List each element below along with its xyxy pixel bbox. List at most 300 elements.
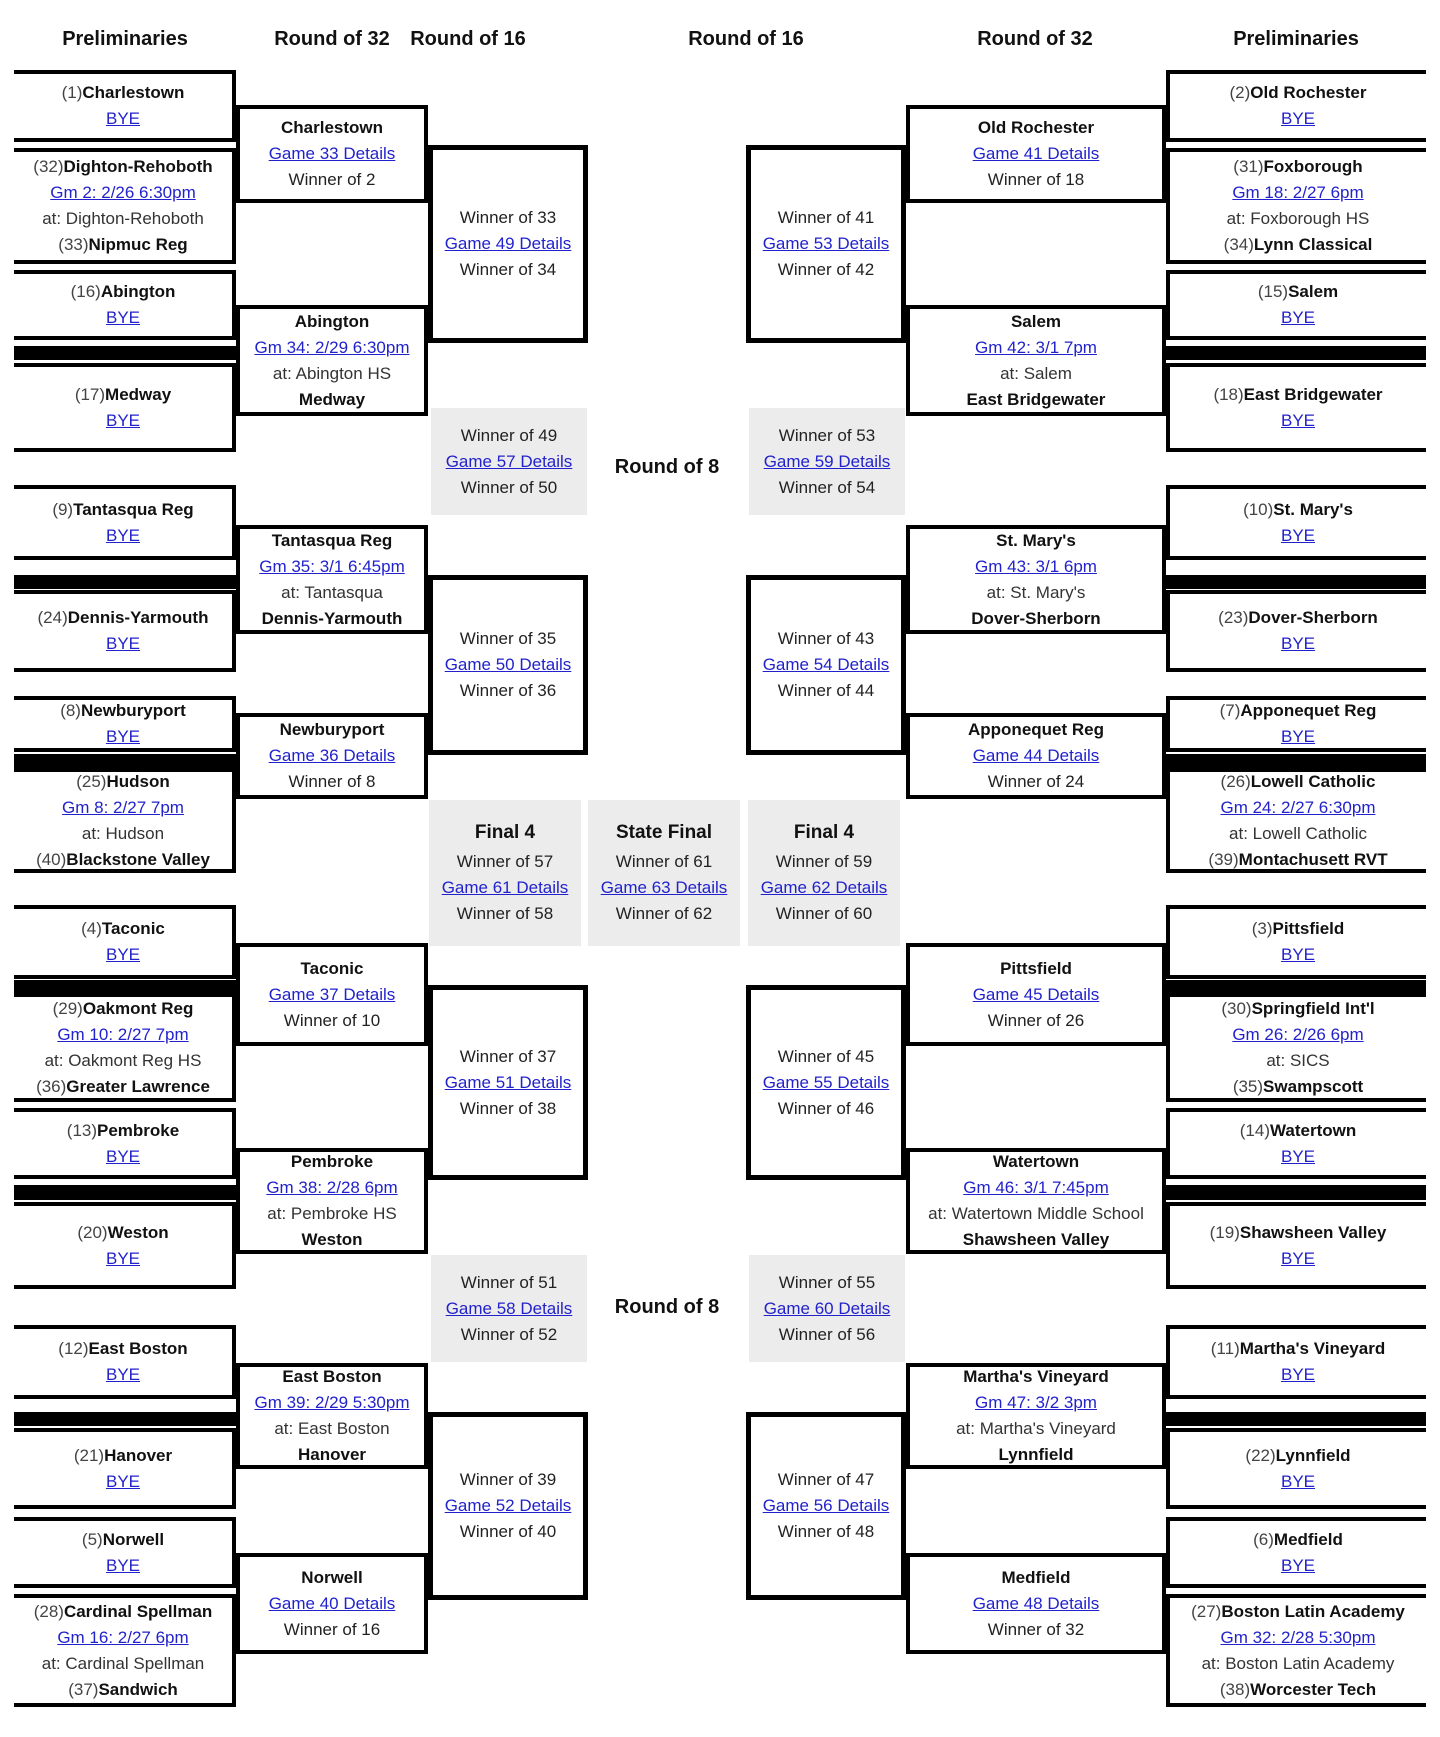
team-name: Taconic bbox=[300, 958, 364, 978]
winner-slot: Winner of 50 bbox=[460, 477, 558, 497]
team-name: Springfield Int'l bbox=[1251, 998, 1375, 1018]
entry-line bbox=[1233, 154, 1362, 180]
round16-game bbox=[746, 1412, 906, 1600]
seed: (6) bbox=[1253, 1529, 1274, 1549]
venue-text: at: St. Mary's bbox=[986, 582, 1086, 602]
game-details-link[interactable]: Game 50 Details bbox=[444, 655, 572, 674]
round32-game bbox=[236, 1363, 428, 1469]
entry-line bbox=[38, 605, 209, 631]
prelim-matchup bbox=[14, 1325, 236, 1399]
venue-text: at: Pembroke HS bbox=[267, 1204, 397, 1223]
team-name: Blackstone Valley bbox=[66, 849, 210, 869]
entry-line bbox=[52, 497, 193, 523]
venue-text: at: Oakmont Reg HS bbox=[44, 1050, 202, 1070]
bye-link[interactable]: BYE bbox=[105, 525, 141, 545]
entry-line bbox=[1220, 698, 1377, 724]
round8-game bbox=[431, 1255, 587, 1362]
team-name: Nipmuc Reg bbox=[88, 235, 188, 254]
game-details-link[interactable]: Game 58 Details bbox=[445, 1298, 573, 1318]
prelim-matchup bbox=[1166, 1325, 1426, 1399]
winner-slot: Winner of 44 bbox=[777, 681, 875, 700]
prelim-matchup bbox=[1166, 768, 1426, 873]
entry-line bbox=[1230, 80, 1367, 106]
game-details-link[interactable]: Game 60 Details bbox=[763, 1298, 891, 1318]
game-link[interactable]: Gm 46: 3/1 7:45pm bbox=[963, 1178, 1109, 1197]
seed: (33) bbox=[58, 235, 89, 254]
entry-line bbox=[74, 1443, 172, 1469]
team-name: Shawsheen Valley bbox=[962, 1230, 1110, 1249]
winner-slot: Winner of 8 bbox=[288, 772, 376, 791]
team-name: Medway bbox=[298, 389, 366, 409]
prelim-matchup bbox=[1166, 993, 1426, 1102]
team-name: Charlestown bbox=[82, 83, 185, 102]
entry-line bbox=[60, 698, 186, 724]
venue-text: at: Salem bbox=[1000, 363, 1072, 383]
winner-slot: Winner of 37 bbox=[459, 1046, 557, 1066]
team-name: Medway bbox=[105, 384, 172, 404]
bye-link[interactable]: BYE bbox=[1280, 1146, 1316, 1166]
game-link[interactable]: Gm 35: 3/1 6:45pm bbox=[259, 556, 405, 576]
final4-game-left bbox=[429, 800, 581, 946]
entry-line bbox=[1240, 1118, 1357, 1144]
seed: (16) bbox=[70, 282, 101, 301]
entry-line bbox=[1191, 1599, 1405, 1625]
bye-link[interactable]: BYE bbox=[1280, 1471, 1316, 1491]
separator-bar bbox=[1162, 575, 1426, 589]
team-name: Hudson bbox=[106, 771, 170, 791]
team-name: Lynn Classical bbox=[1253, 235, 1373, 254]
entry-line bbox=[34, 1599, 213, 1625]
team-name: Lowell Catholic bbox=[1250, 771, 1376, 791]
prelim-matchup bbox=[1166, 1202, 1426, 1289]
entry-line bbox=[67, 1118, 179, 1144]
team-name: Shawsheen Valley bbox=[1239, 1222, 1387, 1242]
game-link[interactable]: Gm 34: 2/29 6:30pm bbox=[254, 337, 410, 357]
bye-link[interactable]: BYE bbox=[1280, 634, 1316, 653]
round8-game bbox=[431, 408, 587, 515]
prelim-matchup bbox=[1166, 70, 1426, 142]
column-header-preliminaries-left: Preliminaries bbox=[62, 28, 188, 50]
team-name: Salem bbox=[1010, 311, 1062, 331]
bye-link[interactable]: BYE bbox=[105, 308, 141, 327]
seed: (18) bbox=[1213, 384, 1244, 404]
team-name: East Boston bbox=[282, 1367, 382, 1386]
winner-slot: Winner of 16 bbox=[283, 1619, 381, 1639]
prelim-matchup bbox=[1166, 363, 1426, 452]
seed: (37) bbox=[68, 1679, 99, 1699]
bye-link[interactable]: BYE bbox=[105, 1146, 141, 1166]
column-header-preliminaries-right: Preliminaries bbox=[1233, 28, 1359, 50]
entry-line bbox=[1243, 497, 1353, 523]
venue-text: at: Cardinal Spellman bbox=[41, 1653, 205, 1673]
separator-bar bbox=[14, 980, 240, 993]
prelim-matchup bbox=[14, 70, 236, 142]
venue-text: at: Martha's Vineyard bbox=[956, 1419, 1116, 1438]
seed: (39) bbox=[1208, 849, 1239, 869]
venue-text: at: Hudson bbox=[81, 823, 165, 843]
seed: (27) bbox=[1191, 1601, 1222, 1621]
seed: (11) bbox=[1210, 1339, 1240, 1358]
game-link[interactable]: Gm 24: 2/27 6:30pm bbox=[1220, 797, 1376, 817]
game-details-link[interactable]: Game 63 Details bbox=[600, 877, 728, 897]
game-link[interactable]: Gm 26: 2/26 6pm bbox=[1232, 1024, 1364, 1044]
team-name: East Boston bbox=[88, 1339, 188, 1358]
game-details-link[interactable]: Game 57 Details bbox=[445, 451, 573, 471]
team-name: East Bridgewater bbox=[966, 389, 1106, 409]
entry-line bbox=[1233, 1074, 1363, 1100]
seed: (5) bbox=[81, 1529, 103, 1549]
team-name: Norwell bbox=[301, 1567, 363, 1587]
game-details-link[interactable]: Game 51 Details bbox=[444, 1072, 572, 1092]
entry-line bbox=[1211, 1336, 1385, 1362]
seed: (31) bbox=[1233, 157, 1264, 176]
round16-game bbox=[428, 575, 588, 755]
seed: (19) bbox=[1209, 1222, 1240, 1242]
seed: (8) bbox=[60, 701, 81, 720]
separator-bar bbox=[1162, 346, 1426, 360]
prelim-matchup bbox=[14, 590, 236, 672]
winner-slot: Winner of 36 bbox=[459, 681, 557, 700]
winner-slot: Winner of 39 bbox=[459, 1470, 557, 1489]
seed: (29) bbox=[52, 998, 83, 1018]
winner-slot: Winner of 24 bbox=[987, 772, 1085, 791]
round-title: State Final bbox=[615, 821, 713, 843]
entry-line bbox=[75, 382, 171, 408]
team-name: St. Mary's bbox=[1273, 499, 1353, 519]
bye-link[interactable]: BYE bbox=[105, 945, 141, 964]
winner-slot: Winner of 62 bbox=[615, 903, 713, 923]
round32-game bbox=[906, 305, 1166, 416]
game-link[interactable]: Gm 47: 3/2 3pm bbox=[975, 1393, 1097, 1412]
venue-text: at: Lowell Catholic bbox=[1229, 823, 1367, 843]
winner-slot: Winner of 18 bbox=[987, 170, 1085, 189]
prelim-matchup bbox=[1166, 696, 1426, 752]
bye-link[interactable]: BYE bbox=[1280, 727, 1316, 746]
game-link[interactable]: Gm 10: 2/27 7pm bbox=[57, 1024, 189, 1044]
prelim-matchup bbox=[14, 905, 236, 979]
game-details-link[interactable]: Game 45 Details bbox=[972, 984, 1100, 1004]
game-link[interactable]: Gm 2: 2/26 6:30pm bbox=[50, 183, 196, 202]
team-name: Tantasqua Reg bbox=[271, 530, 393, 550]
winner-slot: Winner of 38 bbox=[459, 1098, 557, 1118]
bye-link[interactable]: BYE bbox=[1280, 109, 1316, 128]
round16-game bbox=[428, 145, 588, 343]
team-name: Martha's Vineyard bbox=[963, 1367, 1109, 1386]
venue-text: at: Tantasqua bbox=[281, 582, 383, 602]
prelim-matchup bbox=[14, 1517, 236, 1588]
bye-link[interactable]: BYE bbox=[1280, 945, 1316, 964]
winner-slot: Winner of 58 bbox=[456, 903, 554, 923]
bye-link[interactable]: BYE bbox=[105, 1555, 141, 1575]
entry-line bbox=[62, 80, 185, 106]
round8-game bbox=[749, 408, 905, 515]
game-details-link[interactable]: Game 33 Details bbox=[268, 144, 396, 163]
winner-slot: Winner of 49 bbox=[460, 425, 558, 445]
bye-link[interactable]: BYE bbox=[105, 109, 141, 128]
game-link[interactable]: Gm 43: 3/1 6pm bbox=[975, 556, 1097, 576]
entry-line bbox=[58, 1336, 187, 1362]
bye-link[interactable]: BYE bbox=[105, 410, 141, 430]
winner-slot: Winner of 41 bbox=[777, 208, 875, 227]
winner-slot: Winner of 43 bbox=[777, 629, 875, 648]
round32-game bbox=[906, 1148, 1166, 1254]
team-name: Old Rochester bbox=[977, 118, 1095, 137]
game-link[interactable]: Gm 32: 2/28 5:30pm bbox=[1220, 1627, 1376, 1647]
game-details-link[interactable]: Game 40 Details bbox=[268, 1593, 396, 1613]
venue-text: at: Boston Latin Academy bbox=[1201, 1653, 1395, 1673]
separator-bar bbox=[14, 575, 240, 589]
entry-line bbox=[71, 279, 176, 305]
team-name: Swampscott bbox=[1263, 1076, 1364, 1096]
winner-slot: Winner of 57 bbox=[456, 851, 554, 871]
team-name: Watertown bbox=[992, 1152, 1080, 1171]
prelim-matchup bbox=[14, 1428, 236, 1509]
entry-line bbox=[1221, 996, 1374, 1022]
winner-slot: Winner of 51 bbox=[460, 1272, 558, 1292]
team-name: Pembroke bbox=[97, 1120, 180, 1140]
game-details-link[interactable]: Game 59 Details bbox=[763, 451, 891, 471]
team-name: Taconic bbox=[101, 919, 165, 938]
team-name: Newburyport bbox=[80, 701, 186, 720]
column-header-round16-right: Round of 16 bbox=[688, 28, 804, 50]
venue-text: at: Dighton-Rehoboth bbox=[42, 209, 204, 228]
seed: (32) bbox=[33, 157, 64, 176]
entry-line bbox=[1210, 1220, 1387, 1246]
bye-link[interactable]: BYE bbox=[1280, 410, 1316, 430]
winner-slot: Winner of 35 bbox=[459, 629, 557, 648]
winner-slot: Winner of 47 bbox=[777, 1470, 875, 1489]
game-details-link[interactable]: Game 49 Details bbox=[444, 234, 572, 253]
round32-game bbox=[236, 525, 428, 634]
prelim-matchup bbox=[1166, 1594, 1426, 1707]
prelim-matchup bbox=[1166, 905, 1426, 979]
game-link[interactable]: Gm 38: 2/28 6pm bbox=[266, 1178, 398, 1197]
team-name: Lynnfield bbox=[998, 1445, 1074, 1464]
team-name: Charlestown bbox=[280, 118, 384, 137]
bye-link[interactable]: BYE bbox=[105, 634, 141, 653]
team-name: Dighton-Rehoboth bbox=[63, 157, 213, 176]
bye-link[interactable]: BYE bbox=[105, 1471, 141, 1491]
seed: (28) bbox=[33, 1601, 64, 1621]
winner-slot: Winner of 33 bbox=[459, 208, 557, 227]
team-name: East Bridgewater bbox=[1243, 384, 1383, 404]
round16-game bbox=[428, 985, 588, 1180]
team-name: Dennis-Yarmouth bbox=[261, 608, 403, 628]
winner-slot: Winner of 60 bbox=[775, 903, 873, 923]
seed: (10) bbox=[1243, 499, 1274, 519]
seed: (22) bbox=[1245, 1445, 1276, 1465]
seed: (13) bbox=[66, 1120, 98, 1140]
seed: (36) bbox=[36, 1076, 67, 1096]
separator-bar bbox=[14, 1185, 240, 1200]
prelim-matchup bbox=[1166, 1108, 1426, 1179]
venue-text: at: Abington HS bbox=[272, 363, 392, 383]
final4-game-right bbox=[748, 800, 900, 946]
team-name: Oakmont Reg bbox=[82, 998, 194, 1018]
game-details-link[interactable]: Game 61 Details bbox=[441, 877, 569, 897]
winner-slot: Winner of 59 bbox=[775, 851, 873, 871]
venue-text: at: East Boston bbox=[274, 1419, 390, 1438]
winner-slot: Winner of 32 bbox=[987, 1619, 1085, 1639]
bye-link[interactable]: BYE bbox=[105, 1248, 141, 1268]
team-name: Salem bbox=[1288, 282, 1339, 301]
game-link[interactable]: Gm 8: 2/27 7pm bbox=[62, 797, 184, 817]
winner-slot: Winner of 48 bbox=[777, 1522, 875, 1541]
round32-game bbox=[236, 1553, 428, 1654]
entry-line bbox=[1224, 232, 1373, 258]
winner-slot: Winner of 61 bbox=[615, 851, 713, 871]
game-details-link[interactable]: Game 36 Details bbox=[268, 746, 396, 765]
entry-line bbox=[33, 154, 212, 180]
round32-game bbox=[906, 1553, 1166, 1654]
team-name: Pittsfield bbox=[1272, 919, 1345, 938]
bye-link[interactable]: BYE bbox=[1280, 1248, 1316, 1268]
team-name: Abington bbox=[100, 282, 176, 301]
prelim-matchup bbox=[1166, 590, 1426, 672]
winner-slot: Winner of 10 bbox=[283, 1010, 381, 1030]
seed: (21) bbox=[73, 1445, 105, 1465]
venue-text: at: Watertown Middle School bbox=[928, 1204, 1144, 1223]
game-details-link[interactable]: Game 62 Details bbox=[760, 877, 888, 897]
team-name: Abington bbox=[294, 311, 370, 331]
entry-line bbox=[81, 916, 165, 942]
separator-bar bbox=[1162, 754, 1426, 768]
bye-link[interactable]: BYE bbox=[105, 1365, 141, 1384]
team-name: Foxborough bbox=[1263, 157, 1363, 176]
separator-bar bbox=[14, 1412, 240, 1426]
game-details-link[interactable]: Game 37 Details bbox=[268, 984, 396, 1004]
entry-line bbox=[1218, 605, 1378, 631]
round16-game bbox=[428, 1412, 588, 1600]
entry-line bbox=[1208, 847, 1387, 873]
separator-bar bbox=[1162, 980, 1426, 993]
entry-line bbox=[1253, 1527, 1343, 1553]
team-name: Dover-Sherborn bbox=[971, 608, 1101, 628]
entry-line bbox=[36, 1074, 210, 1100]
team-name: Watertown bbox=[1269, 1120, 1357, 1140]
bye-link[interactable]: BYE bbox=[1280, 525, 1316, 545]
round8-game bbox=[749, 1255, 905, 1362]
team-name: Old Rochester bbox=[1250, 83, 1367, 102]
round32-game bbox=[906, 525, 1166, 634]
prelim-matchup bbox=[1166, 1517, 1426, 1588]
team-name: Medfield bbox=[1001, 1567, 1071, 1587]
team-name: Newburyport bbox=[279, 720, 385, 739]
round16-game bbox=[746, 985, 906, 1180]
entry-line bbox=[58, 232, 187, 258]
game-details-link[interactable]: Game 52 Details bbox=[444, 1496, 572, 1515]
entry-line bbox=[82, 1527, 164, 1553]
seed: (4) bbox=[81, 919, 102, 938]
prelim-matchup bbox=[1166, 148, 1426, 264]
team-name: Greater Lawrence bbox=[66, 1076, 210, 1096]
seed: (7) bbox=[1219, 701, 1241, 720]
team-name: Weston bbox=[301, 1230, 363, 1249]
entry-line bbox=[1220, 1677, 1376, 1703]
winner-slot: Winner of 26 bbox=[987, 1010, 1085, 1030]
team-name: Cardinal Spellman bbox=[63, 1601, 213, 1621]
winner-slot: Winner of 52 bbox=[460, 1324, 558, 1344]
entry-line bbox=[68, 1677, 178, 1703]
entry-line bbox=[36, 847, 210, 873]
separator-bar bbox=[14, 346, 240, 360]
column-header-round32-left: Round of 32 bbox=[274, 28, 390, 50]
team-name: Boston Latin Academy bbox=[1221, 1601, 1405, 1621]
round32-game bbox=[906, 1363, 1166, 1469]
game-link[interactable]: Gm 16: 2/27 6pm bbox=[57, 1627, 189, 1647]
team-name: Martha's Vineyard bbox=[1239, 1339, 1386, 1358]
round32-game bbox=[236, 713, 428, 799]
game-details-link[interactable]: Game 54 Details bbox=[762, 655, 890, 674]
team-name: St. Mary's bbox=[996, 530, 1076, 550]
entry-line bbox=[1252, 916, 1345, 942]
round-title: Final 4 bbox=[474, 821, 536, 843]
prelim-matchup bbox=[1166, 1428, 1426, 1509]
seed: (17) bbox=[74, 384, 106, 404]
seed: (34) bbox=[1223, 235, 1254, 254]
game-link[interactable]: Gm 42: 3/1 7pm bbox=[975, 337, 1097, 357]
game-details-link[interactable]: Game 44 Details bbox=[972, 746, 1100, 765]
team-name: Norwell bbox=[102, 1529, 165, 1549]
seed: (20) bbox=[77, 1222, 108, 1242]
column-header-round32-right: Round of 32 bbox=[977, 28, 1093, 50]
game-details-link[interactable]: Game 53 Details bbox=[762, 234, 890, 253]
separator-bar bbox=[1162, 1185, 1426, 1200]
seed: (9) bbox=[52, 499, 74, 519]
round16-game bbox=[746, 575, 906, 755]
team-name: Pittsfield bbox=[1000, 958, 1072, 978]
game-details-link[interactable]: Game 48 Details bbox=[972, 1593, 1100, 1613]
game-details-link[interactable]: Game 41 Details bbox=[972, 144, 1100, 163]
game-link[interactable]: Gm 18: 2/27 6pm bbox=[1232, 183, 1364, 202]
team-name: Hanover bbox=[297, 1445, 367, 1464]
seed: (2) bbox=[1229, 83, 1251, 102]
prelim-matchup bbox=[14, 363, 236, 452]
winner-slot: Winner of 53 bbox=[778, 425, 876, 445]
bye-link[interactable]: BYE bbox=[1280, 308, 1316, 327]
entry-line bbox=[76, 769, 170, 795]
seed: (23) bbox=[1218, 608, 1249, 627]
winner-slot: Winner of 2 bbox=[288, 170, 376, 189]
team-name: Medfield bbox=[1273, 1529, 1343, 1549]
bye-link[interactable]: BYE bbox=[105, 727, 141, 746]
separator-bar bbox=[14, 754, 240, 768]
game-details-link[interactable]: Game 55 Details bbox=[762, 1072, 890, 1092]
bye-link[interactable]: BYE bbox=[1280, 1365, 1316, 1384]
bye-link[interactable]: BYE bbox=[1280, 1555, 1316, 1575]
game-link[interactable]: Gm 39: 2/29 5:30pm bbox=[254, 1393, 410, 1412]
entry-line bbox=[1245, 1443, 1350, 1469]
winner-slot: Winner of 55 bbox=[778, 1272, 876, 1292]
round32-game bbox=[236, 1148, 428, 1254]
team-name: Pembroke bbox=[290, 1152, 374, 1171]
round32-game bbox=[906, 943, 1166, 1046]
seed: (40) bbox=[36, 849, 67, 869]
team-name: Lynnfield bbox=[1275, 1445, 1351, 1465]
game-details-link[interactable]: Game 56 Details bbox=[762, 1496, 890, 1515]
seed: (1) bbox=[61, 83, 83, 102]
venue-text: at: Foxborough HS bbox=[1226, 209, 1370, 228]
prelim-matchup bbox=[14, 993, 236, 1102]
seed: (12) bbox=[58, 1339, 89, 1358]
seed: (26) bbox=[1220, 771, 1251, 791]
prelim-matchup bbox=[14, 1108, 236, 1179]
team-name: Apponequet Reg bbox=[1240, 701, 1377, 720]
round32-game bbox=[236, 305, 428, 416]
round32-game bbox=[236, 943, 428, 1046]
entry-line bbox=[53, 996, 194, 1022]
seed: (24) bbox=[37, 608, 68, 627]
